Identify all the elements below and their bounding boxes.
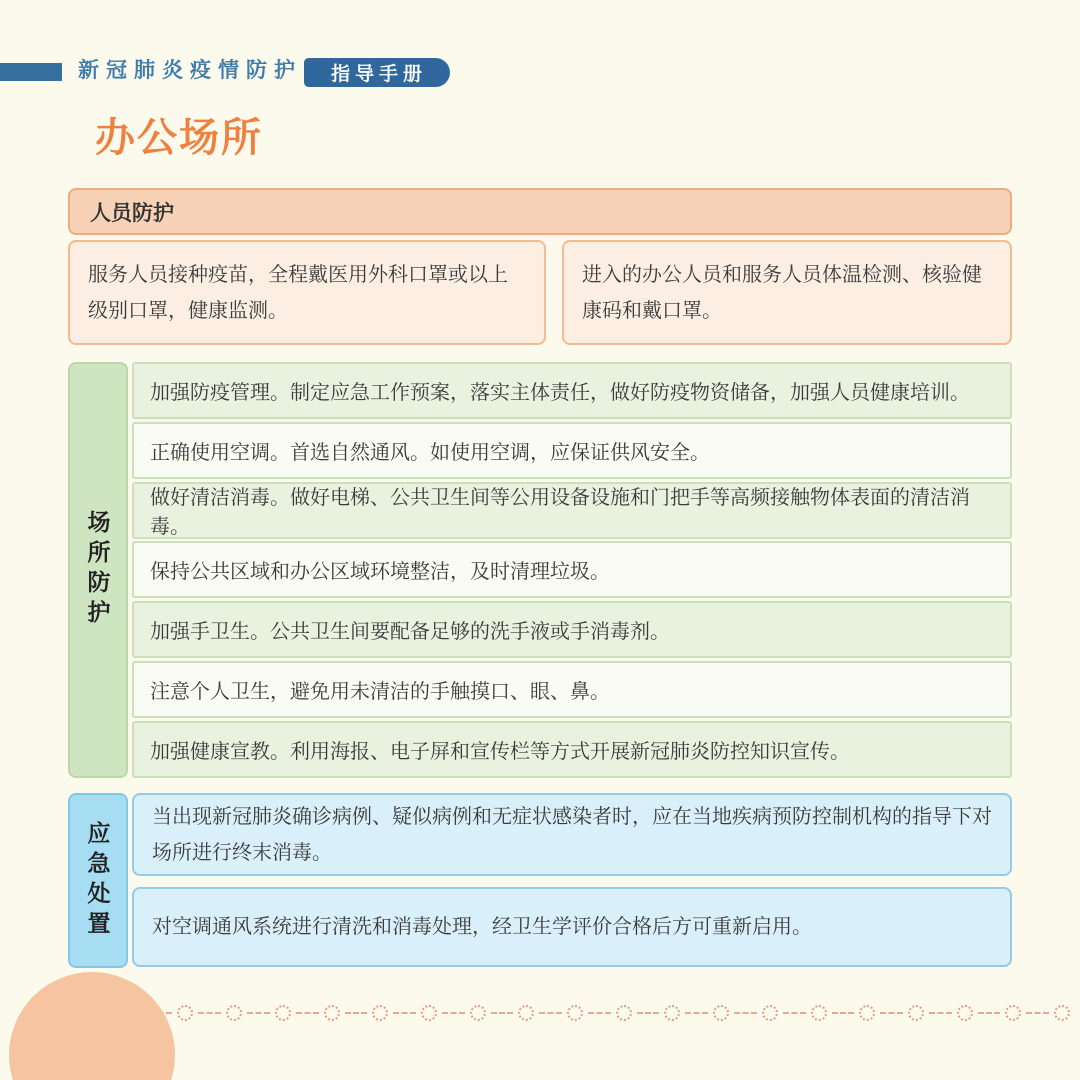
header-title: 新冠肺炎疫情防护 <box>78 59 302 82</box>
emergency-card: 当出现新冠肺炎确诊病例、疑似病例和无症状感染者时，应在当地疾病预防控制机构的指导下对场所进行终末消毒。 <box>132 793 1012 876</box>
place-row: 加强防疫管理。制定应急工作预案，落实主体责任，做好防疫物资储备，加强人员健康培训。 <box>132 362 1012 419</box>
section-sidebar-place-protection: 场所防护 <box>68 362 128 778</box>
place-row: 正确使用空调。首选自然通风。如使用空调，应保证供风安全。 <box>132 422 1012 479</box>
personnel-card: 进入的办公人员和服务人员体温检测、核验健康码和戴口罩。 <box>562 240 1012 345</box>
section-header-personnel: 人员防护 <box>68 188 1012 235</box>
place-row: 保持公共区域和办公区域环境整洁，及时清理垃圾。 <box>132 541 1012 598</box>
header-accent-bar <box>0 63 62 81</box>
place-row: 做好清洁消毒。做好电梯、公共卫生间等公用设备设施和门把手等高频接触物体表面的清洁消毒。 <box>132 482 1012 539</box>
section-sidebar-emergency: 应急处置 <box>68 793 128 968</box>
place-row: 加强健康宣教。利用海报、电子屏和宣传栏等方式开展新冠肺炎防控知识宣传。 <box>132 721 1012 778</box>
header-badge: 指导手册 <box>304 58 450 87</box>
place-row: 注意个人卫生，避免用未清洁的手触摸口、眼、鼻。 <box>132 661 1012 718</box>
place-protection-rows <box>132 362 1012 778</box>
emergency-card: 对空调通风系统进行清洗和消毒处理，经卫生学评价合格后方可重新启用。 <box>132 887 1012 967</box>
page-title: 办公场所 <box>95 116 263 160</box>
peach-circle-decoration <box>9 972 175 1080</box>
dotted-chain-decoration <box>80 1005 1070 1021</box>
personnel-card: 服务人员接种疫苗，全程戴医用外科口罩或以上级别口罩，健康监测。 <box>68 240 546 345</box>
place-row: 加强手卫生。公共卫生间要配备足够的洗手液或手消毒剂。 <box>132 601 1012 658</box>
